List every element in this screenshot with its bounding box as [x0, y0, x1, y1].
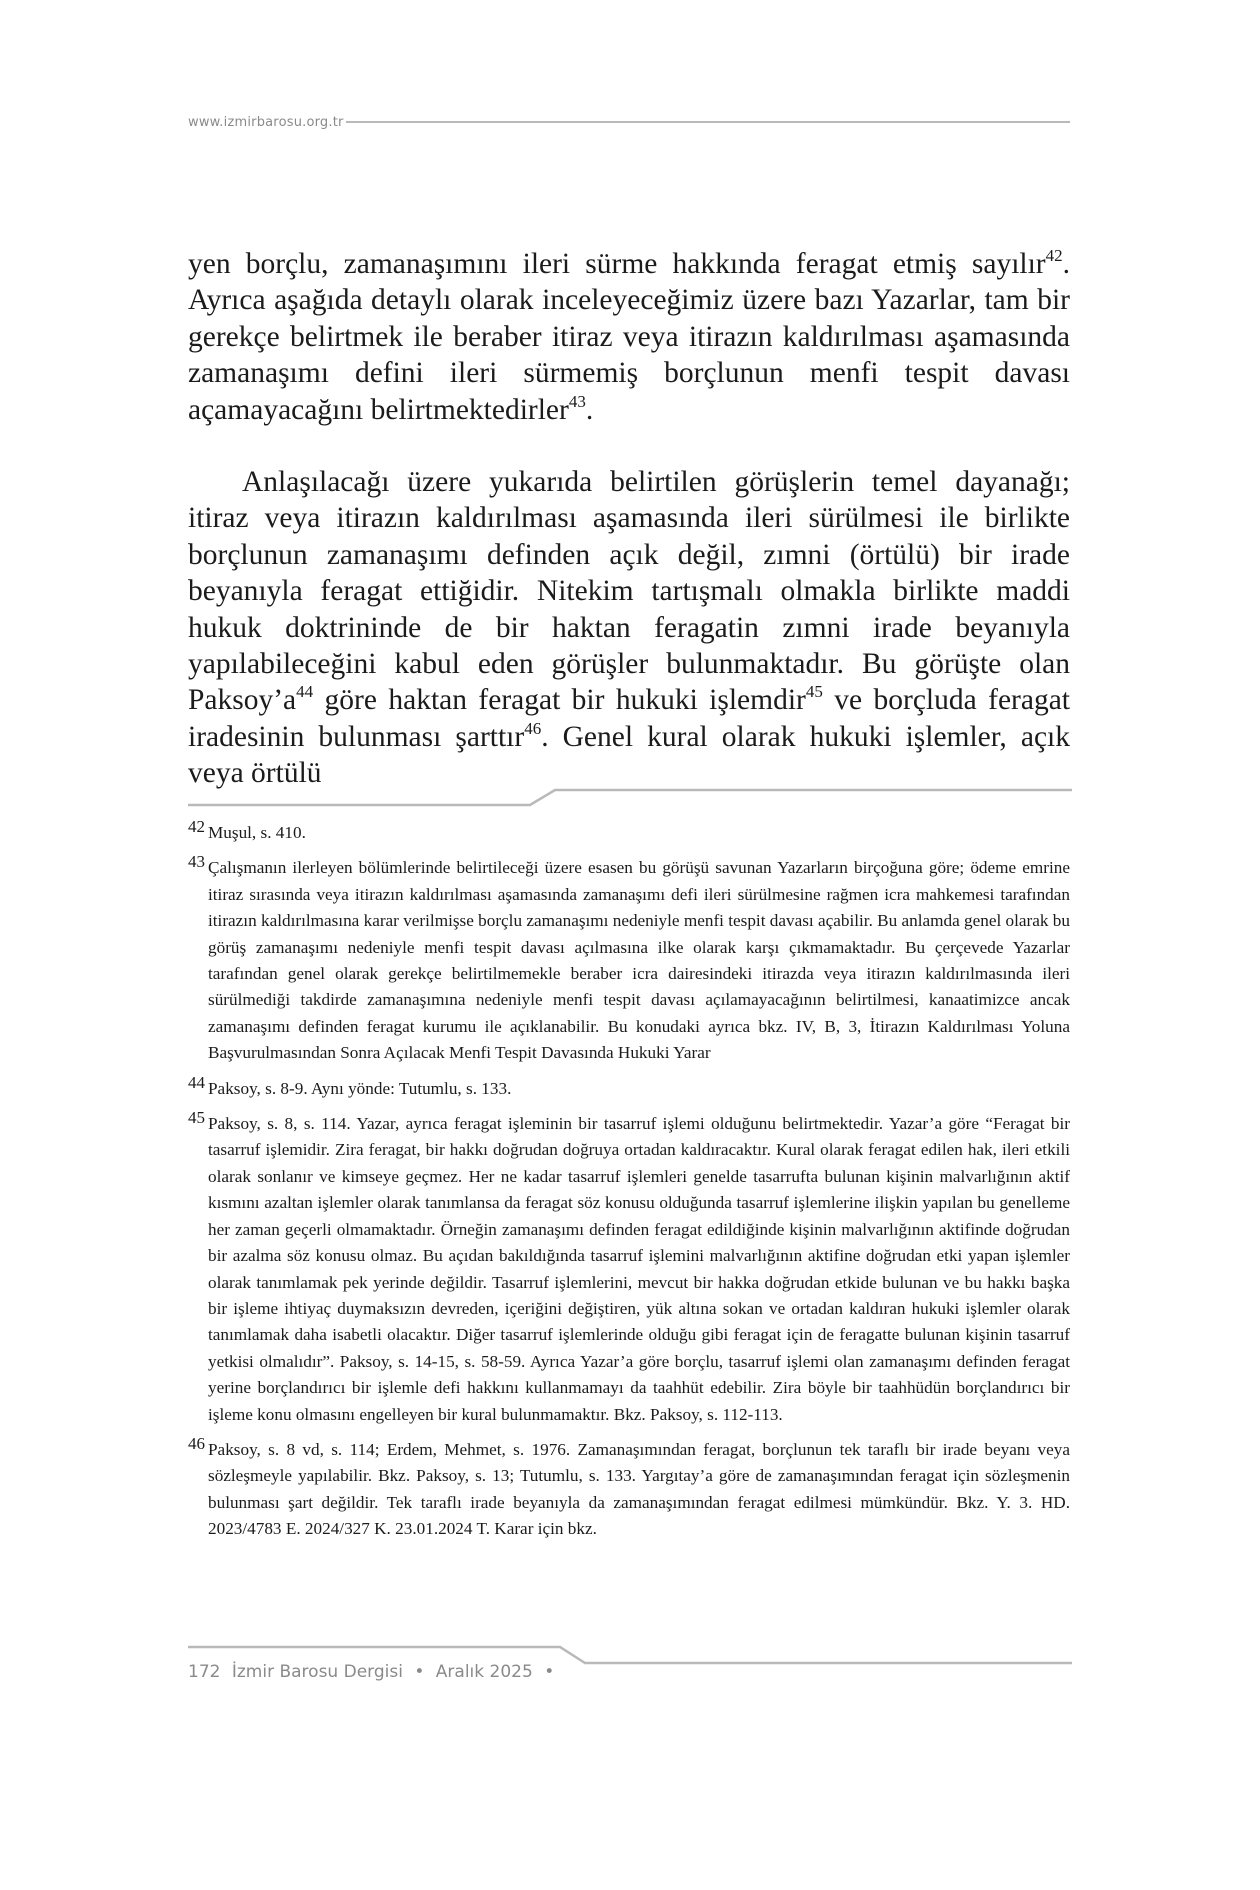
footnote-text: Paksoy, s. 8, s. 114. Yazar, ayrıca feragat işleminin bir tasarruf işlemi olduğunu belirtmektedir. Yazar’a göre “Feragat bir tasarruf işlemidir. Zira feragat, bir hakkı doğrudan doğruya ortadan kaldıracaktır. Kural olarak feragat edilen hak, ileri etkili olarak sonlanır ve kimseye geçmez. Her ne kadar tasarruf işlemleri genelde tasarrufta bulunan kişinin malvarlığının aktif kısmını azaltan işlemler olarak tanımlansa da feragat söz konusu olduğunda tasarruf işlemlerine ilişkin yapılan bu genelleme her zaman geçerli olmamaktadır. Örneğin zamanaşımı definden feragat edildiğinde kişinin malvarlığının aktifinde doğrudan bir azalma söz konusu olmaz. Bu açıdan bakıldığında tasarruf işlemini malvarlığının aktifine doğrudan etki yapan işlemler olarak tanımlamak pek yerinde değildir. Tasarruf işlemlerini, mevcut bir hakka doğrudan etkide bulunan ve bu hakkı başka bir işleme ihtiyaç duymaksızın devreden, içeriğini değiştiren, yük altına sokan ve ortadan kaldıran hukuki işlemler olarak tanımlamak daha isabetli olacaktır. Diğer tasarruf işlemlerinde olduğu gibi feragat için de feragatte bulunan kişinin tasarruf yetkisi olmalıdır”. Paksoy, s. 14-15, s. 58-59. Ayrıca Yazar’a göre borçlu, tasarruf işlemi olan zamanaşımı definden feragat yerine borçlandırıcı bir işlemle defi hakkını kullanmamayı da taahhüt edebilir. Zira böyle bir taahhüdün borçlandırıcı bir işleme konu olmasını engelleyen bir kural bulunmamaktır. Bkz. Paksoy, s. 112-113. — [208, 1114, 1070, 1424]
footnote-43 — [188, 852, 1070, 1066]
bullet-separator: • — [544, 1662, 555, 1682]
paragraph-text: yen borçlu, zamanaşımını ileri sürme hakkında feragat etmiş sayılır — [188, 248, 1046, 280]
body-text — [188, 246, 1070, 792]
paragraph-text: . Ayrıca aşağıda detaylı olarak inceleyeceğimiz üzere bazı Yazarlar, tam bir gerekçe belirtmek ile beraber itiraz veya itirazın kaldırılması aşamasında zamanaşımı defini ileri sürmemiş borçlunun menfi tespit davası açamayacağını belirtmektedirler — [188, 248, 1070, 426]
body-paragraph-2 — [188, 464, 1070, 792]
footnotes — [188, 817, 1070, 1552]
running-footer — [188, 1662, 560, 1682]
footnote-number: 45 — [188, 1108, 205, 1128]
footnote-ref-45[interactable]: 45 — [805, 682, 823, 702]
running-header — [188, 112, 1070, 132]
footnote-number: 43 — [188, 852, 205, 872]
footnote-44 — [188, 1072, 1070, 1102]
footnote-text: Paksoy, s. 8-9. Aynı yönde: Tutumlu, s. 133. — [208, 1078, 512, 1098]
footnote-ref-43[interactable]: 43 — [568, 391, 586, 411]
footnote-46 — [188, 1433, 1070, 1543]
journal-name: İzmir Barosu Dergisi — [231, 1662, 403, 1682]
footnote-text: Paksoy, s. 8 vd, s. 114; Erdem, Mehmet, s. 1976. Zamanaşımından feragat, borçlunun tek taraflı bir irade beyanı veya sözleşmeyle yapılabilir. Bkz. Paksoy, s. 13; Tutumlu, s. 133. Yargıtay’a göre de zamanaşımından feragat için sözleşmenin bulunması şart değildir. Tek taraflı irade beyanıyla da zamanaşımından feragat edilmesi mümkündür. Bkz. Y. 3. HD. 2023/4783 E. 2024/327 K. 23.01.2024 T. Karar için bkz. — [208, 1439, 1070, 1539]
issue-date: Aralık 2025 — [435, 1662, 533, 1682]
footnote-45 — [188, 1108, 1070, 1428]
footnote-text: Muşul, s. 410. — [208, 823, 306, 842]
footnote-number: 44 — [188, 1072, 205, 1092]
paragraph-text: ve borçluda feragat iradesinin bulunması şarttır — [188, 684, 1070, 753]
footnote-ref-44[interactable]: 44 — [296, 682, 314, 702]
header-rule — [346, 121, 1070, 123]
footnote-number: 42 — [188, 817, 205, 836]
page-number: 172 — [188, 1662, 221, 1682]
footnote-number: 46 — [188, 1433, 205, 1453]
paragraph-text: . Genel kural olarak hukuki işlemler, açık veya örtülü — [188, 720, 1070, 790]
paragraph-text: . — [585, 393, 594, 426]
footnote-text: Çalışmanın ilerleyen bölümlerinde belirtileceği üzere esasen bu görüşü savunan Yazarların birçoğuna göre; ödeme emrine itiraz sırasında veya itirazın kaldırılması aşamasında zamanaşımı defi ileri sürülmesine rağmen icra mahkemesi tarafından itirazın kaldırılmasına karar verilmişse borçlu zamanaşımı nedeniyle menfi tespit davası açabilir. Bu anlamda genel olarak bu görüş zamanaşımı nedeniyle menfi tespit davası açılmasına ilke olarak karşı çıkmamaktadır. Bu çerçevede Yazarlar tarafından genel olarak gerekçe belirtilmemekle beraber icra dairesindeki itirazda veya itirazın kaldırılmasında ileri sürülmediği takdirde zamanaşımına nedeniyle menfi tespit davası açılamayacağının belirtilmesi, kanaatimizce ancak zamanaşımı definden feragat kurumu ile açıklanabilir. Bu konudaki ayrıca bkz. IV, B, 3, İtirazın Kaldırılması Yoluna Başvurulmasından Sonra Açılacak Menfi Tespit Davasında Hukuki Yarar — [208, 858, 1070, 1063]
paragraph-text: Anlaşılacağı üzere yukarıda belirtilen görüşlerin temel dayanağı; itiraz veya itirazın kaldırılması aşamasında ileri sürülmesi ile birlikte borçlunun zamanaşımı definden açık değil, zımni (örtülü) bir irade beyanıyla feragat ettiğidir. Nitekim tartışmalı olmakla birlikte maddi hukuk doktrininde de bir haktan feragatin zımni irade beyanıyla yapılabileceğini kabul eden görüşler bulunmaktadır. Bu görüşte olan Paksoy’a — [188, 466, 1070, 717]
footnote-42 — [188, 817, 1070, 846]
footnote-separator — [188, 786, 1072, 808]
bullet-separator: • — [414, 1662, 425, 1682]
footnote-ref-42[interactable]: 42 — [1045, 246, 1063, 265]
body-paragraph-1 — [188, 246, 1070, 428]
paragraph-text: göre haktan feragat bir hukuki işlemdir — [313, 684, 806, 717]
footnote-ref-46[interactable]: 46 — [524, 718, 542, 738]
header-url: www.izmirbarosu.org.tr — [188, 114, 344, 130]
